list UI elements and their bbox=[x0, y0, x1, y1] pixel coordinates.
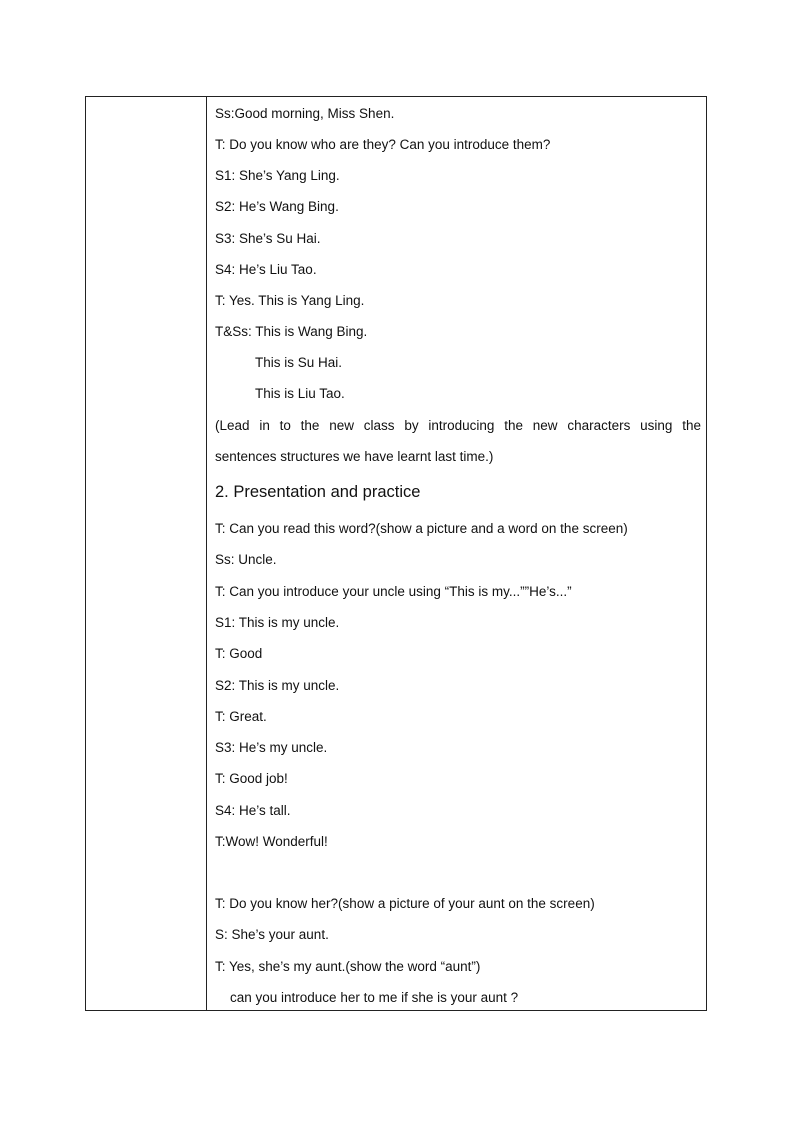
lesson-table bbox=[85, 96, 707, 1011]
teaching-note-line: (Lead in to the new class by introducing the new characters using the bbox=[215, 418, 701, 433]
dialogue-line: S3: He’s my uncle. bbox=[215, 740, 328, 755]
dialogue-line: This is Su Hai. bbox=[255, 355, 343, 370]
dialogue-line: Ss:Good morning, Miss Shen. bbox=[215, 106, 395, 121]
dialogue-line: T: Good job! bbox=[215, 771, 288, 786]
dialogue-line: T: Do you know her?(show a picture of your aunt on the screen) bbox=[215, 896, 595, 911]
dialogue-line: can you introduce her to me if she is your aunt ? bbox=[230, 990, 519, 1005]
dialogue-line: S3: She’s Su Hai. bbox=[215, 231, 321, 246]
dialogue-line: S2: This is my uncle. bbox=[215, 678, 340, 693]
dialogue-line: S4: He’s Liu Tao. bbox=[215, 262, 317, 277]
table-right-column bbox=[207, 97, 706, 1010]
dialogue-line: Ss: Uncle. bbox=[215, 552, 277, 567]
dialogue-line: T:Wow! Wonderful! bbox=[215, 834, 328, 849]
dialogue-line: This is Liu Tao. bbox=[255, 386, 345, 401]
dialogue-line: T: Do you know who are they? Can you introduce them? bbox=[215, 137, 551, 152]
table-left-column bbox=[86, 97, 207, 1010]
dialogue-line: S2: He’s Wang Bing. bbox=[215, 199, 339, 214]
teaching-note-line: sentences structures we have learnt last time.) bbox=[215, 449, 494, 464]
dialogue-line: T: Yes, she’s my aunt.(show the word “aunt”) bbox=[215, 959, 481, 974]
dialogue-line: T&Ss: This is Wang Bing. bbox=[215, 324, 368, 339]
dialogue-line: S1: She’s Yang Ling. bbox=[215, 168, 340, 183]
dialogue-line: S1: This is my uncle. bbox=[215, 615, 340, 630]
dialogue-line: T: Can you introduce your uncle using “This is my...””He’s...” bbox=[215, 584, 572, 599]
dialogue-line: T: Good bbox=[215, 646, 263, 661]
dialogue-line: S4: He’s tall. bbox=[215, 803, 291, 818]
dialogue-line: S: She’s your aunt. bbox=[215, 927, 329, 942]
dialogue-line: T: Can you read this word?(show a picture and a word on the screen) bbox=[215, 521, 628, 536]
dialogue-line: T: Yes. This is Yang Ling. bbox=[215, 293, 365, 308]
section-heading: 2. Presentation and practice bbox=[215, 483, 421, 501]
dialogue-line: T: Great. bbox=[215, 709, 267, 724]
